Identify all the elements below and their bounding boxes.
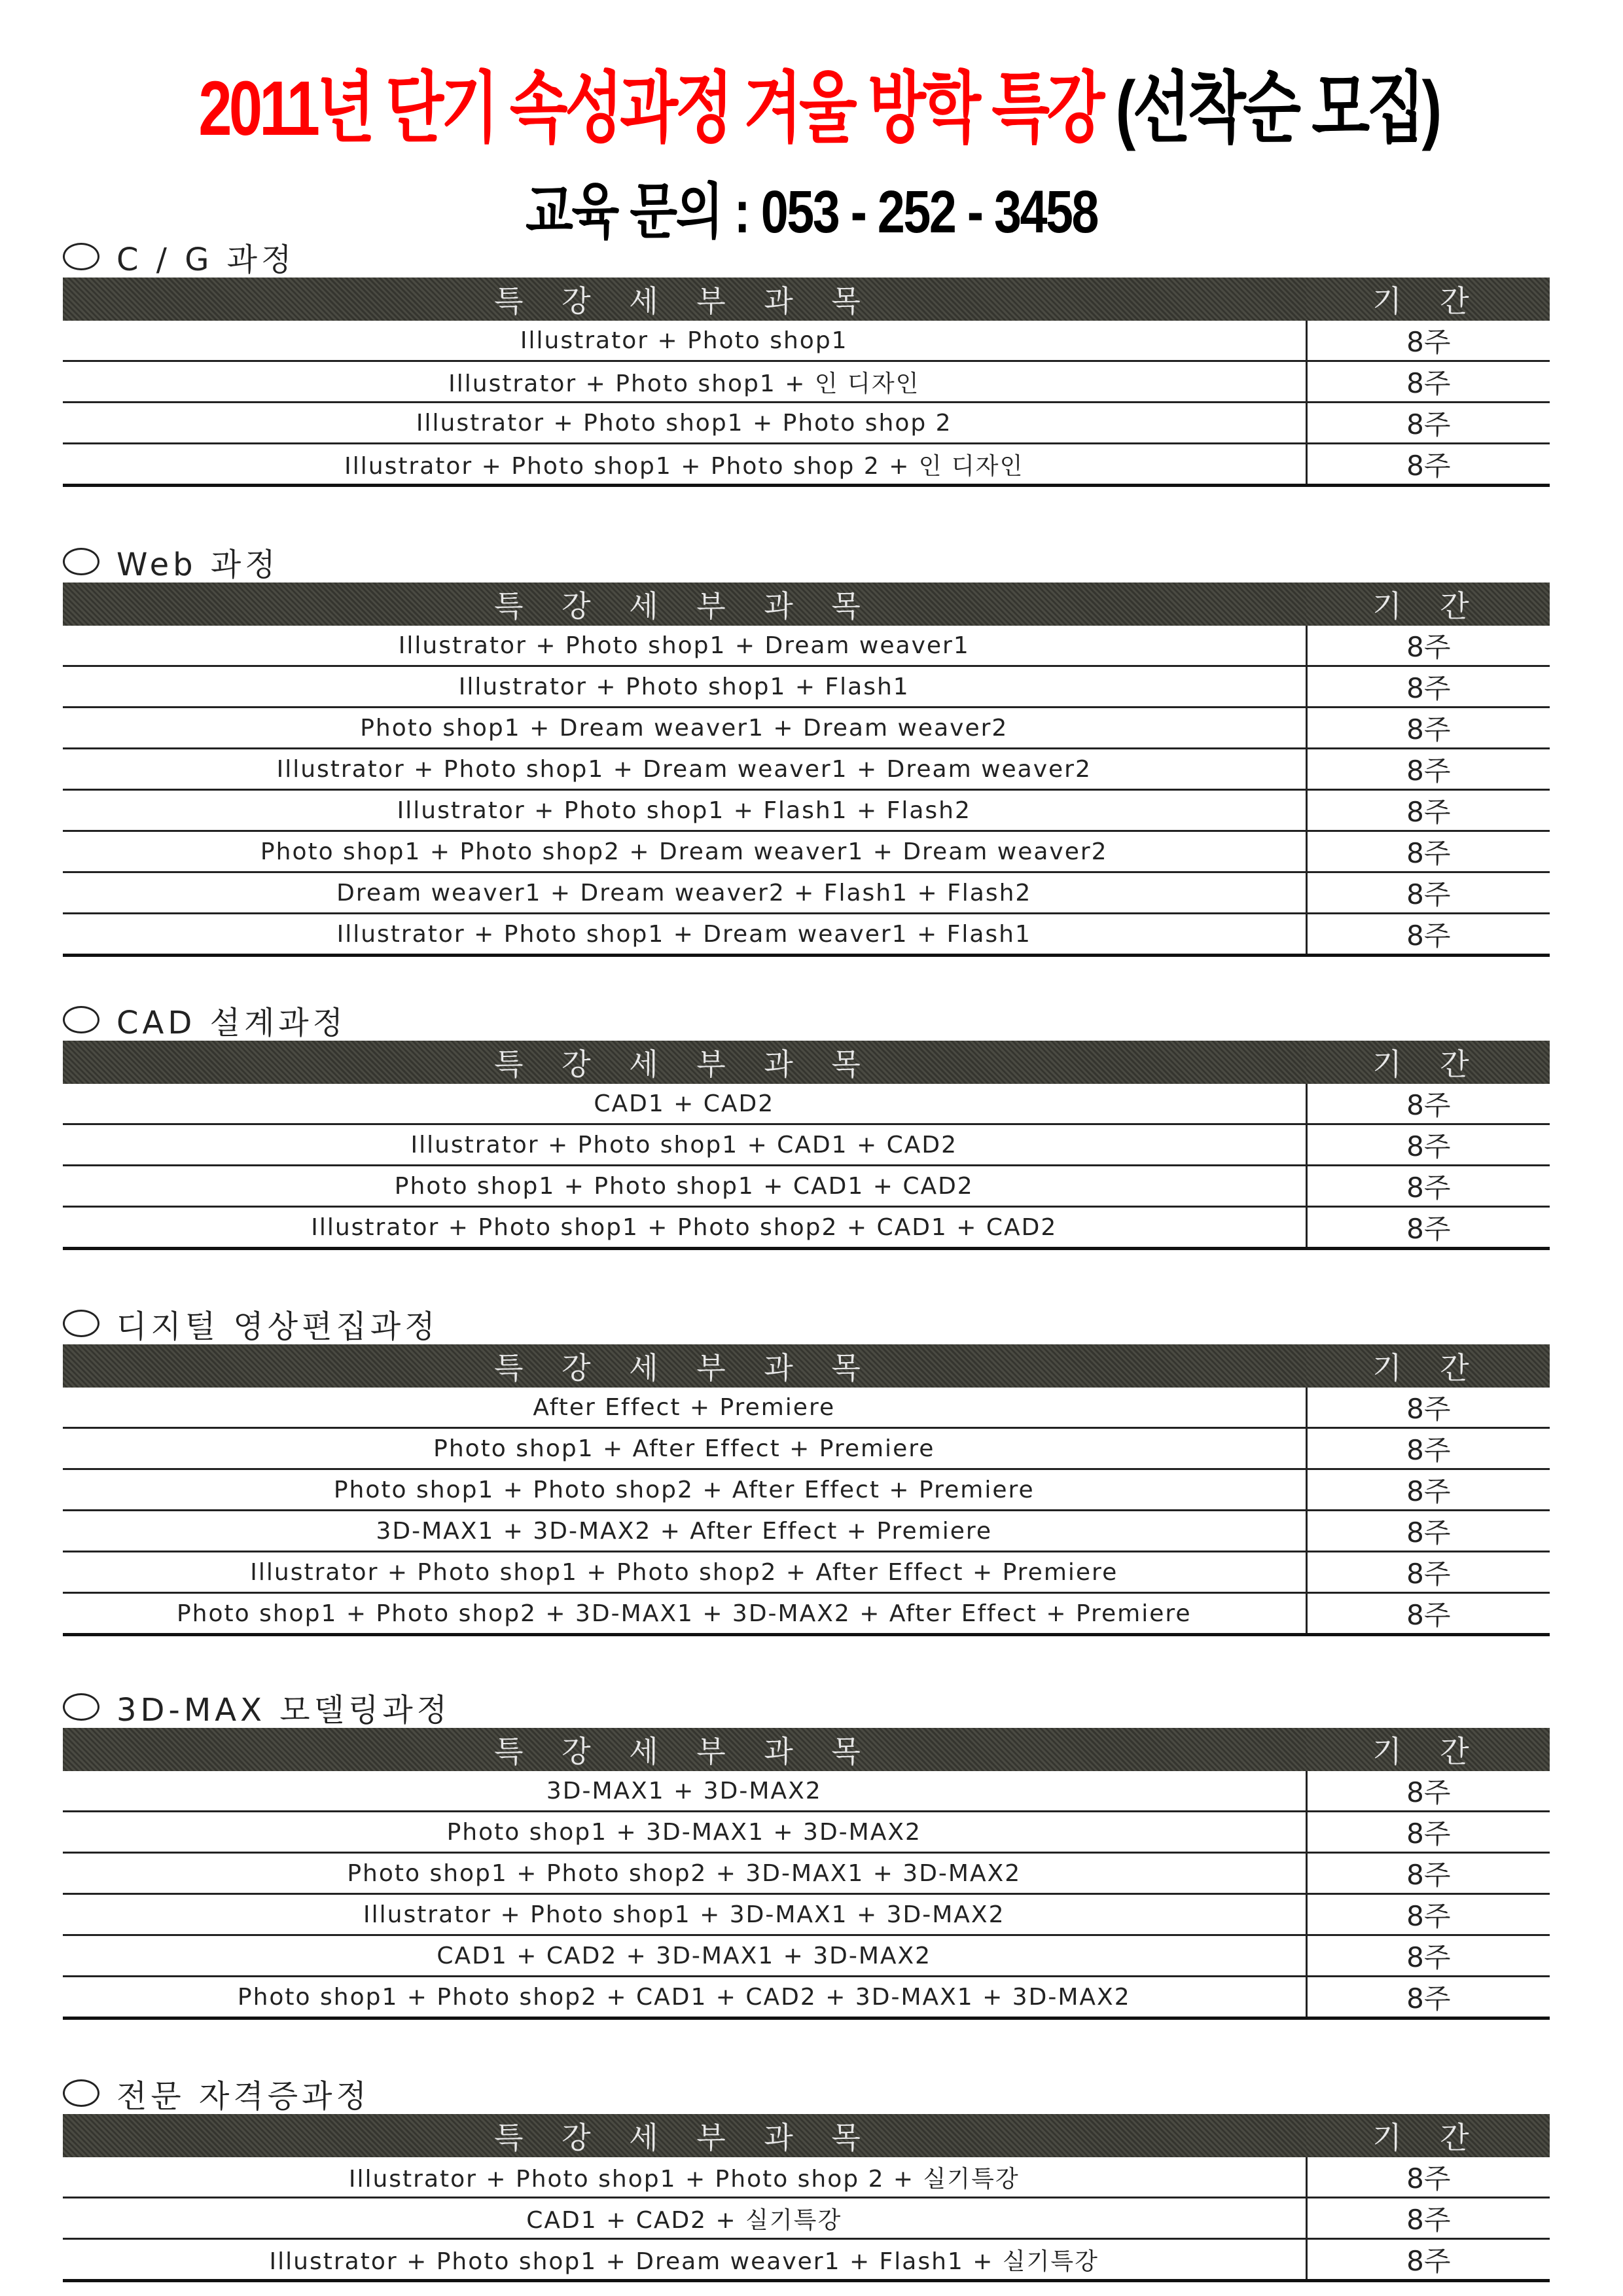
page-title <box>186 46 1452 157</box>
course-duration: 8주 <box>1306 1977 1550 2018</box>
section-title <box>63 999 1550 1041</box>
table-header <box>63 1728 1550 1771</box>
course-subject: Illustrator + Photo shop1 + Dream weaver1 + Flash1 + 실기특강 <box>63 2239 1306 2281</box>
table-row <box>63 1388 1550 1428</box>
course-subject: CAD1 + CAD2 + 실기특강 <box>63 2198 1306 2239</box>
header-subject: 특 강 세 부 과 목 <box>63 1344 1306 1388</box>
course-table <box>63 1344 1550 1636</box>
course-duration: 8주 <box>1306 1812 1550 1853</box>
table-row <box>63 1977 1550 2018</box>
table-row <box>63 444 1550 486</box>
table-row <box>63 708 1550 749</box>
section-title <box>63 1686 1550 1728</box>
header-duration: 기 간 <box>1306 1728 1550 1771</box>
section-title <box>63 236 1550 278</box>
table-row <box>63 831 1550 872</box>
table-row <box>63 1552 1550 1593</box>
circle-bullet-icon <box>63 1310 99 1337</box>
circle-bullet-icon <box>63 243 99 270</box>
section-label: 전문 자격증과정 <box>116 2077 370 2115</box>
circle-bullet-icon <box>63 548 99 575</box>
table-row <box>63 1853 1550 1894</box>
course-subject: Photo shop1 + Photo shop2 + After Effect + Premiere <box>63 1469 1306 1511</box>
course-subject: Photo shop1 + After Effect + Premiere <box>63 1428 1306 1469</box>
course-table <box>63 2114 1550 2282</box>
course-subject: Illustrator + Photo shop1 + Flash1 <box>63 666 1306 708</box>
table-row <box>63 1894 1550 1935</box>
table-header <box>63 583 1550 626</box>
section-label: CAD 설계과정 <box>116 1004 348 1041</box>
course-subject: Illustrator + Photo shop1 + Dream weaver1 + Flash1 <box>63 914 1306 956</box>
table-row <box>63 914 1550 956</box>
course-subject: Illustrator + Photo shop1 + CAD1 + CAD2 <box>63 1124 1306 1166</box>
title-note: (선착순 모집) <box>1115 65 1439 152</box>
course-subject: Illustrator + Photo shop1 + 인 디자인 <box>63 361 1306 403</box>
course-duration: 8주 <box>1306 1428 1550 1469</box>
course-duration: 8주 <box>1306 914 1550 956</box>
table-row <box>63 403 1550 444</box>
table-row <box>63 1124 1550 1166</box>
course-section <box>63 1302 1550 1636</box>
table-row <box>63 666 1550 708</box>
course-duration: 8주 <box>1306 361 1550 403</box>
course-table <box>63 278 1550 487</box>
header-duration: 기 간 <box>1306 278 1550 321</box>
header-subject: 특 강 세 부 과 목 <box>63 583 1306 626</box>
course-duration: 8주 <box>1306 666 1550 708</box>
circle-bullet-icon <box>63 1693 99 1721</box>
course-table <box>63 1041 1550 1250</box>
section-label: 3D-MAX 모델링과정 <box>116 1691 452 1729</box>
section-title <box>63 1302 1550 1344</box>
course-duration: 8주 <box>1306 1207 1550 1249</box>
course-subject: Photo shop1 + Dream weaver1 + Dream weaver2 <box>63 708 1306 749</box>
table-row <box>63 1511 1550 1552</box>
table-row <box>63 1428 1550 1469</box>
table-row <box>63 2239 1550 2281</box>
table-header <box>63 278 1550 321</box>
header-duration: 기 간 <box>1306 1041 1550 1084</box>
course-section <box>63 999 1550 1250</box>
section-label: C / G 과정 <box>116 241 296 278</box>
section-label: Web 과정 <box>116 546 279 583</box>
course-section <box>63 2072 1550 2282</box>
course-subject: Illustrator + Photo shop1 + Dream weaver1 <box>63 626 1306 666</box>
table-row <box>63 1084 1550 1124</box>
table-row <box>63 2198 1550 2239</box>
course-duration: 8주 <box>1306 2198 1550 2239</box>
course-section <box>63 541 1550 957</box>
contact-phone: 교육 문의 : 053 - 252 - 3458 <box>525 179 1098 245</box>
section-label: 디지털 영상편집과정 <box>116 1308 439 1345</box>
course-subject: Illustrator + Photo shop1 + 3D-MAX1 + 3D-MAX2 <box>63 1894 1306 1935</box>
course-subject: Illustrator + Photo shop1 + Photo shop2 + CAD1 + CAD2 <box>63 1207 1306 1249</box>
course-subject: Illustrator + Photo shop1 + Photo shop 2 + 실기특강 <box>63 2157 1306 2198</box>
course-subject: CAD1 + CAD2 + 3D-MAX1 + 3D-MAX2 <box>63 1935 1306 1977</box>
course-duration: 8주 <box>1306 708 1550 749</box>
table-row <box>63 1771 1550 1812</box>
header-subject: 특 강 세 부 과 목 <box>63 1041 1306 1084</box>
course-duration: 8주 <box>1306 1388 1550 1428</box>
course-subject: Illustrator + Photo shop1 + Photo shop 2 <box>63 403 1306 444</box>
course-subject: 3D-MAX1 + 3D-MAX2 + After Effect + Premiere <box>63 1511 1306 1552</box>
table-row <box>63 626 1550 666</box>
section-title <box>63 2072 1550 2114</box>
table-row <box>63 361 1550 403</box>
title-main: 2011년 단기 속성과정 겨울 방학 특강 <box>198 65 1116 152</box>
course-table <box>63 583 1550 957</box>
course-duration: 8주 <box>1306 1124 1550 1166</box>
table-row <box>63 2157 1550 2198</box>
course-duration: 8주 <box>1306 444 1550 486</box>
course-subject: Photo shop1 + Photo shop2 + 3D-MAX1 + 3D-MAX2 + After Effect + Premiere <box>63 1593 1306 1635</box>
table-row <box>63 749 1550 790</box>
course-duration: 8주 <box>1306 626 1550 666</box>
course-duration: 8주 <box>1306 749 1550 790</box>
table-row <box>63 1935 1550 1977</box>
course-duration: 8주 <box>1306 403 1550 444</box>
course-duration: 8주 <box>1306 2239 1550 2281</box>
course-section <box>63 1686 1550 2020</box>
table-row <box>63 872 1550 914</box>
table-row <box>63 321 1550 361</box>
course-subject: Photo shop1 + Photo shop2 + 3D-MAX1 + 3D-MAX2 <box>63 1853 1306 1894</box>
course-subject: Illustrator + Photo shop1 <box>63 321 1306 361</box>
course-subject: Illustrator + Photo shop1 + Photo shop 2 + 인 디자인 <box>63 444 1306 486</box>
circle-bullet-icon <box>63 1006 99 1033</box>
circle-bullet-icon <box>63 2079 99 2107</box>
course-duration: 8주 <box>1306 831 1550 872</box>
table-row <box>63 1812 1550 1853</box>
course-duration: 8주 <box>1306 1853 1550 1894</box>
table-row <box>63 1207 1550 1249</box>
header-subject: 특 강 세 부 과 목 <box>63 278 1306 321</box>
header-duration: 기 간 <box>1306 1344 1550 1388</box>
section-title <box>63 541 1550 583</box>
course-duration: 8주 <box>1306 321 1550 361</box>
course-duration: 8주 <box>1306 1469 1550 1511</box>
course-duration: 8주 <box>1306 790 1550 831</box>
course-subject: Illustrator + Photo shop1 + Flash1 + Flash2 <box>63 790 1306 831</box>
table-header <box>63 1344 1550 1388</box>
course-duration: 8주 <box>1306 1552 1550 1593</box>
table-header <box>63 1041 1550 1084</box>
header-duration: 기 간 <box>1306 2114 1550 2157</box>
course-subject: Photo shop1 + Photo shop2 + Dream weaver1 + Dream weaver2 <box>63 831 1306 872</box>
course-duration: 8주 <box>1306 1166 1550 1207</box>
course-duration: 8주 <box>1306 1894 1550 1935</box>
course-duration: 8주 <box>1306 1771 1550 1812</box>
course-duration: 8주 <box>1306 1593 1550 1635</box>
header-subject: 특 강 세 부 과 목 <box>63 1728 1306 1771</box>
course-subject: Illustrator + Photo shop1 + Photo shop2 + After Effect + Premiere <box>63 1552 1306 1593</box>
header-subject: 특 강 세 부 과 목 <box>63 2114 1306 2157</box>
course-subject: Illustrator + Photo shop1 + Dream weaver1 + Dream weaver2 <box>63 749 1306 790</box>
course-subject: Photo shop1 + 3D-MAX1 + 3D-MAX2 <box>63 1812 1306 1853</box>
course-duration: 8주 <box>1306 1084 1550 1124</box>
course-subject: Dream weaver1 + Dream weaver2 + Flash1 + Flash2 <box>63 872 1306 914</box>
table-row <box>63 790 1550 831</box>
course-subject: After Effect + Premiere <box>63 1388 1306 1428</box>
course-subject: Photo shop1 + Photo shop2 + CAD1 + CAD2 + 3D-MAX1 + 3D-MAX2 <box>63 1977 1306 2018</box>
course-duration: 8주 <box>1306 1935 1550 1977</box>
course-subject: Photo shop1 + Photo shop1 + CAD1 + CAD2 <box>63 1166 1306 1207</box>
course-duration: 8주 <box>1306 2157 1550 2198</box>
course-table <box>63 1728 1550 2020</box>
course-subject: 3D-MAX1 + 3D-MAX2 <box>63 1771 1306 1812</box>
course-duration: 8주 <box>1306 1511 1550 1552</box>
header-duration: 기 간 <box>1306 583 1550 626</box>
table-header <box>63 2114 1550 2157</box>
table-row <box>63 1166 1550 1207</box>
course-section <box>63 236 1550 487</box>
course-subject: CAD1 + CAD2 <box>63 1084 1306 1124</box>
table-row <box>63 1593 1550 1635</box>
course-duration: 8주 <box>1306 872 1550 914</box>
table-row <box>63 1469 1550 1511</box>
